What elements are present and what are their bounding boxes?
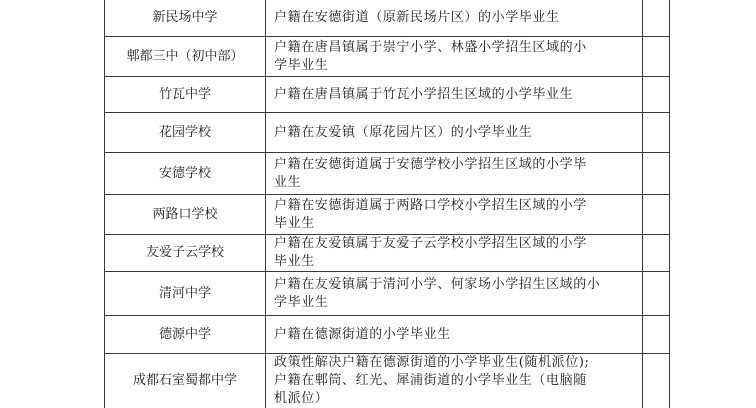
empty-cell bbox=[643, 272, 670, 316]
scope-text-line: 户籍在友爱镇属于清河小学、何家场小学招生区域的小 bbox=[274, 276, 601, 292]
school-name-cell: 友爱子云学校 bbox=[105, 235, 266, 272]
table-row bbox=[105, 37, 670, 77]
scope-text-line: 户籍在唐昌镇属于崇宁小学、林盛小学招生区域的小 bbox=[274, 39, 587, 55]
school-name-cell: 成都石室蜀都中学 bbox=[105, 354, 266, 408]
enrollment-scope-cell bbox=[266, 77, 643, 113]
school-name-cell: 德源中学 bbox=[105, 316, 266, 354]
table-row bbox=[105, 272, 670, 316]
school-name-cell: 两路口学校 bbox=[105, 195, 266, 235]
empty-cell bbox=[643, 37, 670, 77]
scope-text-line: 户籍在友爱镇（原花园片区）的小学毕业生 bbox=[274, 124, 533, 140]
empty-cell bbox=[643, 316, 670, 354]
scope-text-line: 户籍在安德街道（原新民场片区）的小学毕业生 bbox=[274, 9, 560, 25]
empty-cell bbox=[643, 113, 670, 153]
scope-text-line: 户籍在郫筒、红光、犀浦街道的小学毕业生（电脑随 bbox=[274, 373, 587, 388]
scope-text-line: 户籍在安德街道属于安德学校小学招生区域的小学毕 bbox=[274, 156, 587, 172]
table-row bbox=[105, 113, 670, 153]
enrollment-scope-cell bbox=[266, 316, 643, 354]
empty-cell bbox=[643, 0, 670, 37]
scope-text-line: 政策性解决户籍在德源街道的小学毕业生(随机派位); bbox=[274, 355, 590, 370]
table-row bbox=[105, 316, 670, 354]
scope-text-line: 毕业生 bbox=[274, 215, 315, 231]
table-row bbox=[105, 0, 670, 37]
scope-text-line: 业生 bbox=[274, 174, 302, 190]
scope-text-line: 机派位） bbox=[274, 391, 329, 406]
school-name-cell: 新民场中学 bbox=[105, 0, 266, 37]
enrollment-scope-cell bbox=[266, 272, 643, 316]
enrollment-scope-cell bbox=[266, 153, 643, 195]
enrollment-scope-cell bbox=[266, 0, 643, 37]
enrollment-scope-cell bbox=[266, 195, 643, 235]
empty-cell bbox=[643, 77, 670, 113]
empty-cell bbox=[643, 235, 670, 272]
enrollment-zone-table bbox=[104, 0, 670, 408]
table-row bbox=[105, 153, 670, 195]
scope-text-line: 学毕业生 bbox=[274, 294, 329, 310]
enrollment-scope-cell bbox=[266, 235, 643, 272]
school-name-cell: 清河中学 bbox=[105, 272, 266, 316]
table-row bbox=[105, 354, 670, 408]
school-name-cell: 郫都三中（初中部） bbox=[105, 37, 266, 77]
scope-text-line: 户籍在安德街道属于两路口学校小学招生区域的小学 bbox=[274, 197, 587, 213]
table-row bbox=[105, 195, 670, 235]
empty-cell bbox=[643, 195, 670, 235]
scope-text-line: 户籍在友爱镇属于友爱子云学校小学招生区域的小学 bbox=[274, 236, 587, 251]
enrollment-scope-cell bbox=[266, 354, 643, 408]
empty-cell bbox=[643, 153, 670, 195]
school-name-cell: 花园学校 bbox=[105, 113, 266, 153]
enrollment-scope-cell bbox=[266, 37, 643, 77]
table-row bbox=[105, 77, 670, 113]
school-name-cell: 竹瓦中学 bbox=[105, 77, 266, 113]
scope-text-line: 学毕业生 bbox=[274, 57, 329, 73]
scope-text-line: 户籍在德源街道的小学毕业生 bbox=[274, 326, 451, 342]
school-name-cell: 安德学校 bbox=[105, 153, 266, 195]
scope-text-line: 毕业生 bbox=[274, 254, 315, 269]
empty-cell bbox=[643, 354, 670, 408]
scope-text-line: 户籍在唐昌镇属于竹瓦小学招生区域的小学毕业生 bbox=[274, 86, 574, 102]
table-row bbox=[105, 235, 670, 272]
enrollment-scope-cell bbox=[266, 113, 643, 153]
